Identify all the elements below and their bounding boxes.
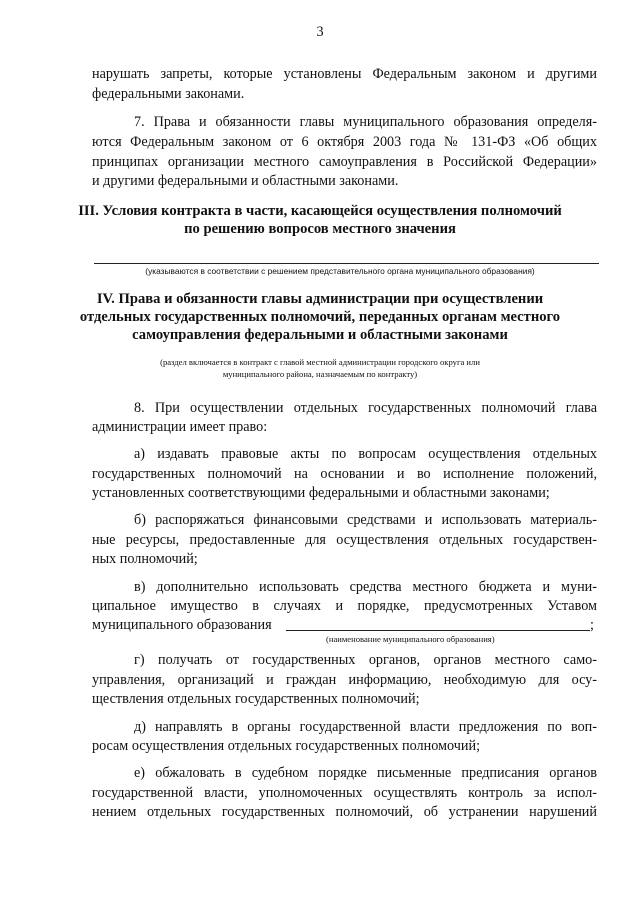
item-g-line: ществления отдельных государственных полномочий;	[92, 691, 420, 707]
item-v-line: ципальное имущество в случаях и порядке, предусмотренных Уставом	[92, 598, 597, 614]
item-a-line: а) издавать правовые акты по вопросам осуществления отдельных	[134, 446, 597, 462]
section-4-title: самоуправления федеральными и областными законами	[132, 327, 508, 343]
paragraph-7-line: 7. Права и обязанности главы муниципального образования определя-	[134, 114, 597, 130]
item-e-line: государственной власти, уполномоченных осуществлять контроль за испол-	[92, 785, 597, 801]
section-3-title: III. Условия контракта в части, касающейся осуществления полномочий	[78, 203, 562, 219]
section-4-note: муниципального района, назначаемым по контракту)	[222, 369, 418, 379]
section-3-title: по решению вопросов местного значения	[184, 221, 456, 237]
item-d-line: росам осуществления отдельных государственных полномочий;	[92, 738, 481, 754]
municipality-name-note: (наименование муниципального образования)	[326, 634, 495, 644]
municipality-name-line	[286, 630, 590, 631]
item-b-line: б) распоряжаться финансовыми средствами и использовать материаль-	[134, 512, 597, 528]
item-e-line: е) обжаловать в судебном порядке письменные предписания органов	[134, 765, 597, 781]
section-4-title: отдельных государственных полномочий, переданных органам местного	[79, 309, 561, 325]
paragraph-line: федеральными законами.	[92, 86, 245, 102]
item-g-line: управления, организаций и граждан информацию, необходимую для осу-	[92, 672, 597, 688]
paragraph-line: нарушать запреты, которые установлены Федеральным законом и другими	[92, 66, 597, 82]
section-4-title: IV. Права и обязанности главы администрации при осуществлении	[96, 291, 544, 307]
semicolon: ;	[590, 617, 594, 633]
item-a-line: установленных соответствующими федеральными и областными законами;	[92, 485, 550, 501]
section-3-note: (указываются в соответствии с решением представительного органа муниципального образования)	[145, 266, 535, 276]
item-v-line: муниципального образования	[92, 617, 272, 633]
paragraph-8-line: 8. При осуществлении отдельных государственных полномочий глава	[134, 400, 597, 416]
item-e-line: нением отдельных государственных полномочий, об устранении нарушений	[92, 804, 597, 820]
item-b-line: ные ресурсы, предоставленные для осуществления отдельных государствен-	[92, 532, 597, 548]
section-4-note: (раздел включается в контракт с главой местной администрации городского округа или	[160, 357, 480, 367]
paragraph-8-line: администрации имеет право:	[92, 419, 268, 435]
paragraph-7-line: принципах организации местного самоуправления в Российской Федерации»	[92, 154, 597, 170]
fill-in-line	[94, 263, 599, 264]
item-b-line: ных полномочий;	[92, 551, 198, 567]
item-v-line: в) дополнительно использовать средства местного бюджета и муни-	[134, 579, 597, 595]
item-d-line: д) направлять в органы государственной власти предложения по воп-	[134, 719, 597, 735]
paragraph-7-line: ются Федеральным законом от 6 октября 2003 года № 131-ФЗ «Об общих	[92, 134, 597, 150]
paragraph-7-line: и другими федеральными и областными законами.	[92, 173, 399, 189]
item-a-line: государственных полномочий на основании и во исполнение положений,	[92, 466, 597, 482]
item-g-line: г) получать от государственных органов, органов местного само-	[134, 652, 597, 668]
page-number: 3	[316, 24, 324, 40]
